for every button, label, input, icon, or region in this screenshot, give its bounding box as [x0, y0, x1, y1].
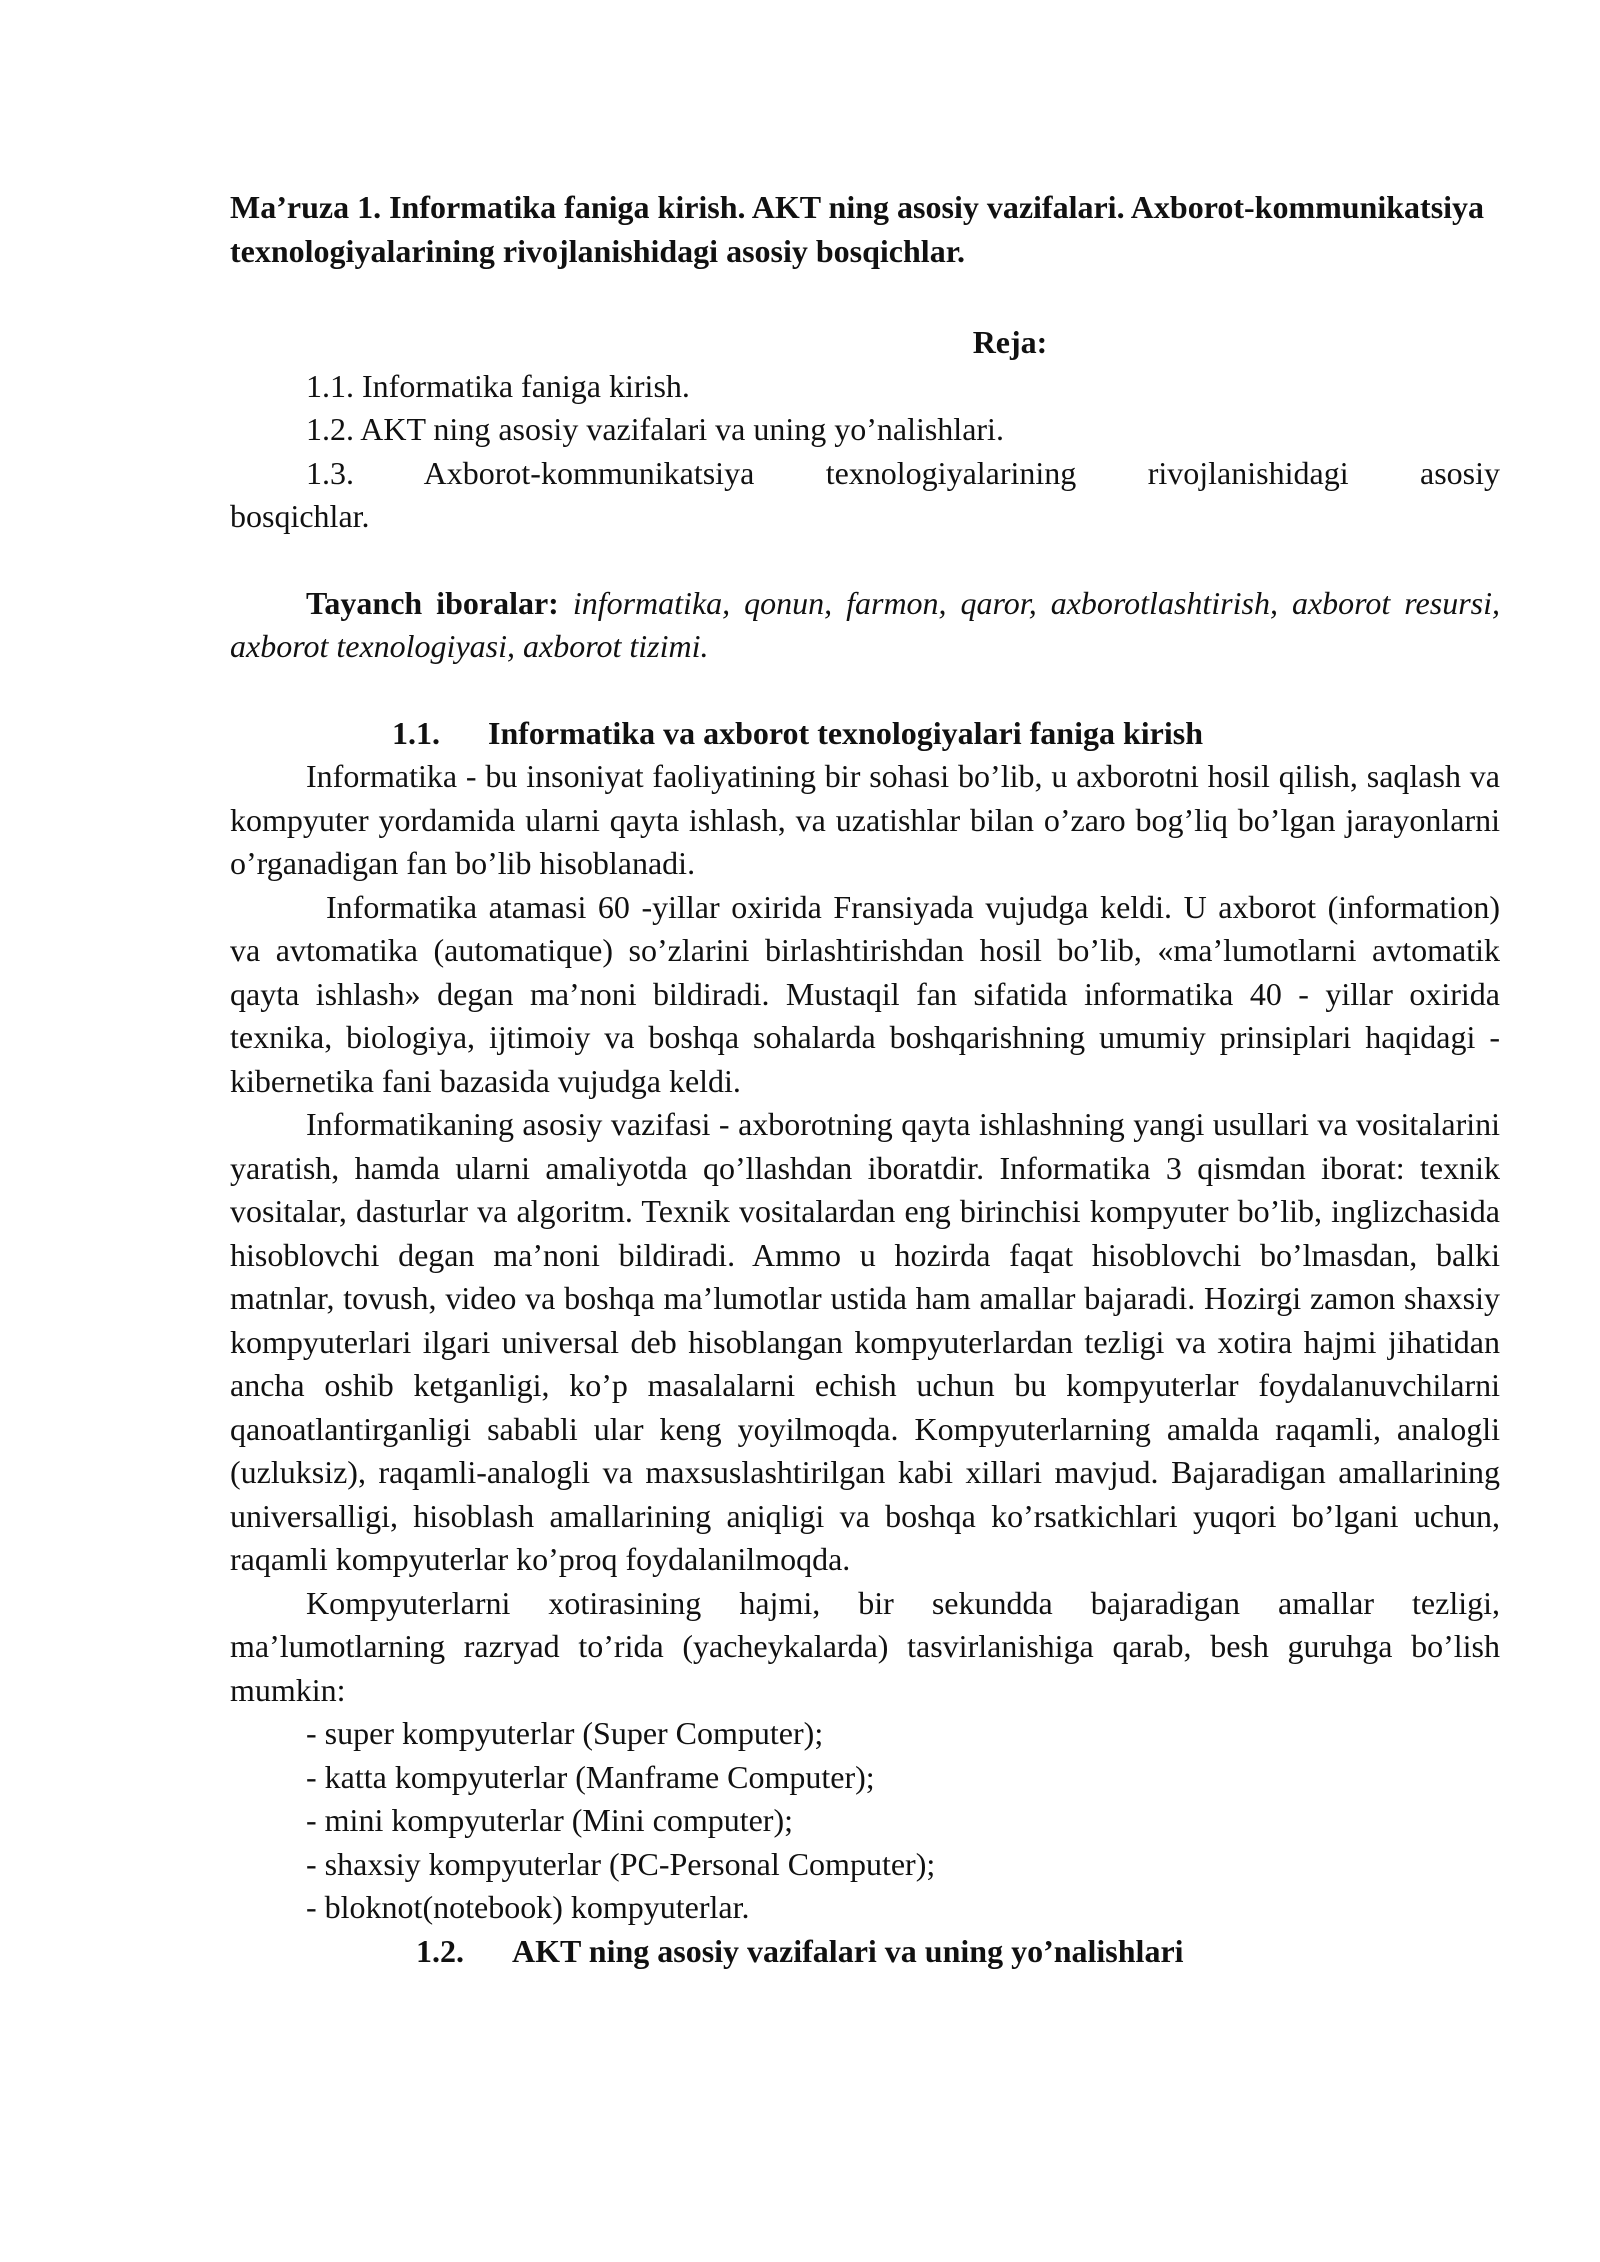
paragraph-3: Informatikaning asosiy vazifasi - axborotning qayta ishlashning yangi usullari va vositalarini yaratish, hamda ularni amaliyotda qo’llashdan iboratdir. Informatika 3 qismdan iborat: texnik vositalar, dasturlar va algoritm. Texnik vositalardan eng birinchisi kompyuter bo’lib, inglizchasida hisoblovchi degan ma’noni bildiradi. Ammo u hozirda faqat hisoblovchi bo’lmasdan, balki matnlar, tovush, video va boshqa ma’lumotlar ustida ham amallar bajaradi. Hozirgi zamon shaxsiy kompyuterlari ilgari universal deb hisoblangan kompyuterlardan tezligi va xotira hajmi jihatidan ancha oshib ketganligi, ko’p masalalarni echish uchun bu kompyuterlar foydalanuvchilarni qanoatlantirganligi sababli ular keng yoyilmoqda. Kompyuterlarning amalda raqamli, analogli (uzluksiz), raqamli-analogli va maxsuslashtirilgan kabi xillari mavjud. Bajaradigan amallarining universalligi, hisoblash amallarining aniqligi va boshqa ko’rsatkichlari yuqori bo’lgani uchun, raqamli kompyuterlar ko’proq foydalanilmoqda.	[230, 1106, 1500, 1577]
lecture-title: Ma’ruza 1. Informatika faniga kirish. AKT ning asosiy vazifalari. Axborot-kommunikatsiya texnologiyalarining rivojlanishidagi asosiy bosqichlar.	[230, 189, 1485, 269]
section-number-2: 1.2.	[416, 1932, 464, 1969]
keywords-paragraph	[230, 582, 1500, 669]
paragraph-4: Kompyuterlarni xotirasining hajmi, bir sekundda bajaradigan amallar tezligi, ma’lumotlarning razryad to’rida (yacheykalarda) tasvirlanishiga qarab, besh guruhga bo’lish mumkin:	[230, 1584, 1500, 1708]
section-number-1: 1.1.	[392, 714, 440, 751]
list-item: - mini kompyuterlar (Mini computer);	[306, 1802, 793, 1838]
paragraph-1: Informatika - bu insoniyat faoliyatining bir sohasi bo’lib, u axborotni hosil qilish, saqlash va kompyuter yordamida ularni qayta ishlash, va uzatishlar bilan o’zaro bog’liq bo’lgan jarayonlarni o’rganadigan fan bo’lib hisoblanadi.	[230, 758, 1500, 881]
plan-item-3-continuation: bosqichlar.	[230, 498, 370, 534]
list-item: - shaxsiy kompyuterlar (PC-Personal Computer);	[306, 1845, 936, 1882]
plan-item-3: 1.3. Axborot-kommunikatsiya texnologiyalarining rivojlanishidagi asosiy	[306, 454, 1500, 491]
plan-heading: Reja:	[972, 324, 1048, 360]
plan-item-1: 1.1. Informatika faniga kirish.	[306, 367, 690, 404]
section-title-2: AKT ning asosiy vazifalari va uning yo’nalishlari	[512, 1932, 1184, 1969]
list-item: - bloknot(notebook) kompyuterlar.	[306, 1889, 750, 1925]
keywords-label: Tayanch iboralar:	[306, 584, 559, 621]
section-heading-1	[230, 712, 1500, 756]
section-title-1: Informatika va axborot texnologiyalari faniga kirish	[488, 714, 1203, 751]
list-item: - super kompyuterlar (Super Computer);	[306, 1715, 824, 1751]
plan-item-2: 1.2. AKT ning asosiy vazifalari va uning yo’nalishlari.	[306, 411, 1004, 447]
paragraph-2: Informatika atamasi 60 -yillar oxirida Fransiyada vujudga keldi. U axborot (information) va avtomatika (automatique) so’zlarini birlashtirishdan hosil bo’lib, «ma’lumotlarni avtomatik qayta ishlash» degan ma’noni bildiradi. Mustaqil fan sifatida informatika 40 - yillar oxirida texnika, biologiya, ijtimoiy va boshqa sohalarda boshqarishning umumiy prinsiplari haqidagi - kibernetika fani bazasida vujudga keldi.	[230, 888, 1500, 1099]
list-item: - katta kompyuterlar (Manframe Computer);	[306, 1758, 875, 1795]
keywords-text: informatika, qonun, farmon, qaror, axborotlashtirish, axborot resursi, axborot texnologiyasi, axborot tizimi.	[230, 584, 1501, 664]
section-heading-2	[230, 1930, 1500, 1974]
